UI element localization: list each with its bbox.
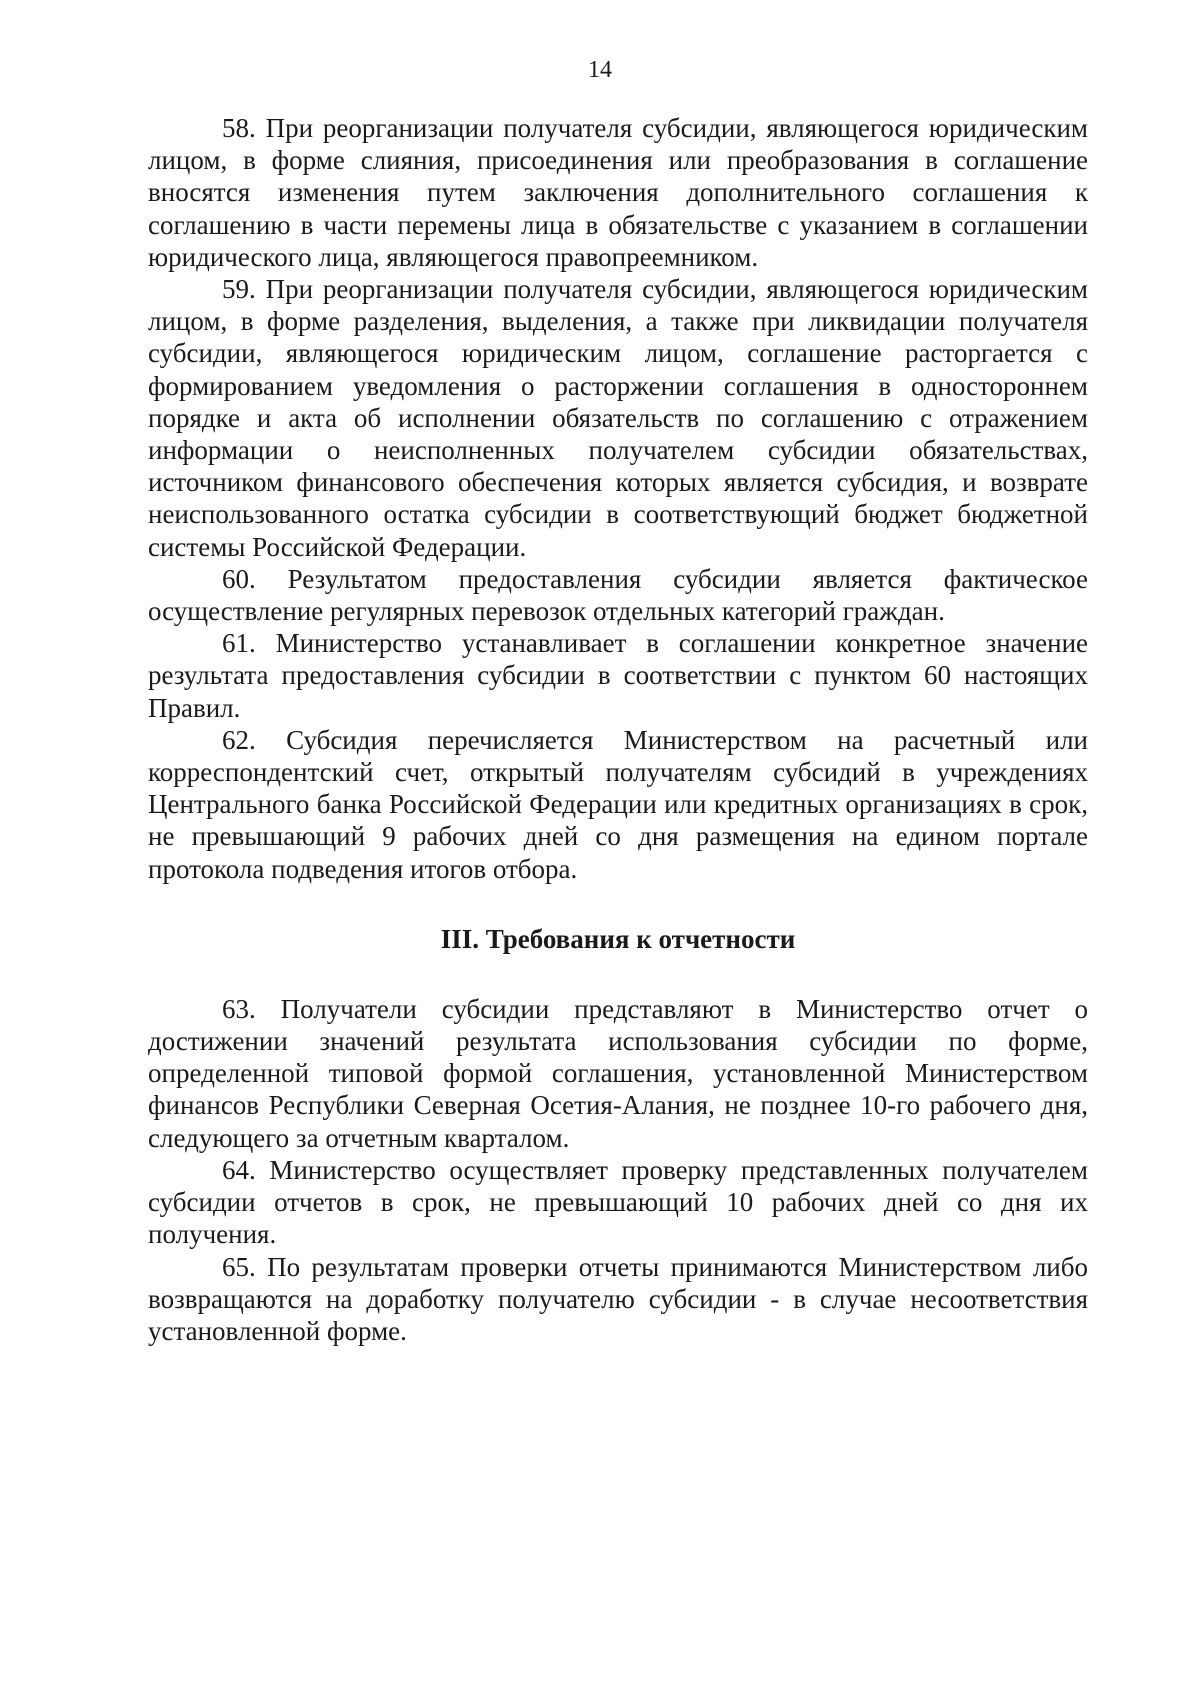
document-body (148, 112, 1088, 1347)
paragraph-59: 59. При реорганизации получателя субсидии, являющегося юридическим лицом, в форме разделения, выделения, а также при ликвидации получателя субсидии, являющегося юридическим лицом, соглашение расторгается с формированием уведомления о расторжении соглашения в одностороннем порядке и акта об исполнении обязательств по соглашению с отражением информации о неисполненных получателем субсидии обязательствах, источником финансового обеспечения которых является субсидия, и возврате неиспользованного остатка субсидии в соответствующий бюджет бюджетной системы Российской Федерации. (148, 274, 1088, 562)
paragraph-65: 65. По результатам проверки отчеты принимаются Министерством либо возвращаются на доработку получателю субсидии - в случае несоответствия установленной форме. (148, 1251, 1088, 1346)
page-number: 14 (588, 57, 612, 83)
paragraph-62: 62. Субсидия перечисляется Министерством на расчетный или корреспондентский счет, открытый получателям субсидий в учреждениях Центрального банка Российской Федерации или кредитных организациях в срок, не превышающий 9 рабочих дней со дня размещения на едином портале протокола подведения итогов отбора. (148, 724, 1088, 884)
section-heading: III. Требования к отчетности (440, 923, 796, 954)
paragraph-61: 61. Министерство устанавливает в соглашении конкретное значение результата предоставления субсидии в соответствии с пунктом 60 настоящих Правил. (148, 628, 1088, 723)
paragraph-58: 58. При реорганизации получателя субсидии, являющегося юридическим лицом, в форме слияния, присоединения или преобразования в соглашение вносятся изменения путем заключения дополнительного соглашения к соглашению в части перемены лица в обязательстве с указанием в соглашении юридического лица, являющегося правопреемником. (148, 113, 1088, 272)
paragraph-63: 63. Получатели субсидии представляют в Министерство отчет о достижении значений результата использования субсидии по форме, определенной типовой формой соглашения, установленной Министерством финансов Республики Северная Осетия-Алания, не позднее 10-го рабочего дня, следующего за отчетным кварталом. (148, 993, 1088, 1153)
paragraph-64: 64. Министерство осуществляет проверку представленных получателем субсидии отчетов в срок, не превышающий 10 рабочих дней со дня их получения. (148, 1154, 1088, 1250)
paragraph-60: 60. Результатом предоставления субсидии является фактическое осуществление регулярных перевозок отдельных категорий граждан. (148, 563, 1088, 627)
